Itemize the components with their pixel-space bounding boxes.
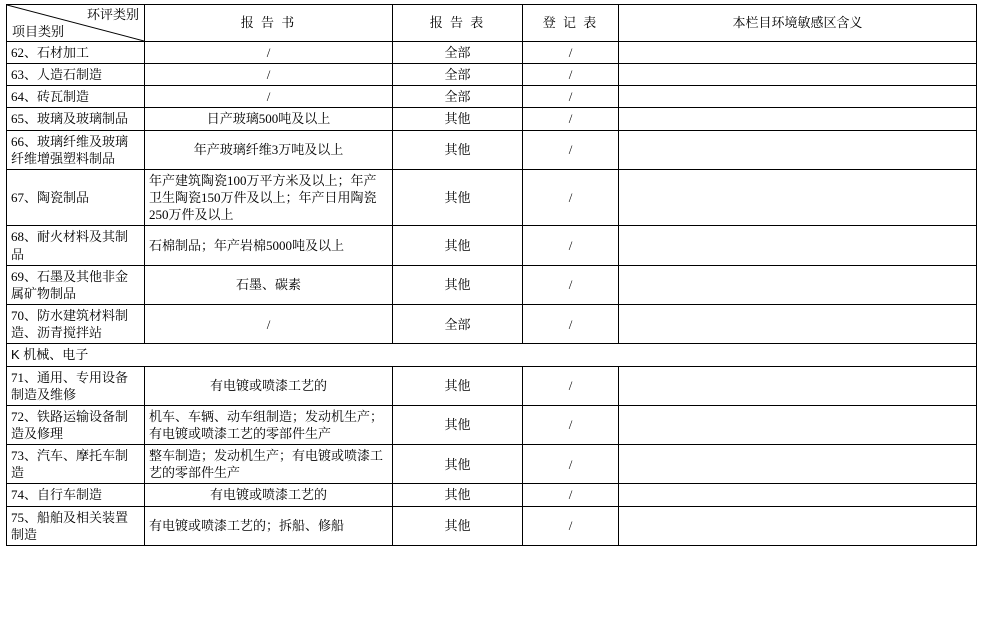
cell-report-form: 其他 (393, 108, 523, 130)
cell-project-category: 64、砖瓦制造 (7, 86, 145, 108)
cell-project-category: 68、耐火材料及其制品 (7, 226, 145, 265)
cell-report-book: 石墨、碳素 (145, 265, 393, 304)
header-cell-registration-form: 登 记 表 (523, 5, 619, 42)
cell-sensitive-meaning (619, 445, 977, 484)
header-cell-category (7, 5, 145, 42)
cell-report-form: 其他 (393, 484, 523, 506)
cell-registration-form: / (523, 169, 619, 225)
table-row (7, 484, 977, 506)
cell-report-form: 其他 (393, 366, 523, 405)
cell-registration-form: / (523, 130, 619, 169)
table-row (7, 405, 977, 444)
cell-registration-form: / (523, 108, 619, 130)
cell-registration-form: / (523, 226, 619, 265)
header-cell-report-book: 报 告 书 (145, 5, 393, 42)
cell-project-category: 71、通用、专用设备制造及维修 (7, 366, 145, 405)
cell-sensitive-meaning (619, 226, 977, 265)
cell-sensitive-meaning (619, 42, 977, 64)
cell-registration-form: / (523, 86, 619, 108)
cell-report-form: 全部 (393, 305, 523, 344)
cell-report-form: 其他 (393, 506, 523, 545)
cell-sensitive-meaning (619, 64, 977, 86)
cell-registration-form: / (523, 42, 619, 64)
cell-project-category: 63、人造石制造 (7, 64, 145, 86)
environmental-assessment-table (6, 4, 977, 546)
cell-sensitive-meaning (619, 366, 977, 405)
cell-report-book: 石棉制品；年产岩棉5000吨及以上 (145, 226, 393, 265)
cell-report-book: / (145, 305, 393, 344)
cell-project-category: 73、汽车、摩托车制造 (7, 445, 145, 484)
cell-project-category: 62、石材加工 (7, 42, 145, 64)
cell-report-book: / (145, 42, 393, 64)
table-body (7, 42, 977, 546)
cell-project-category: 72、铁路运输设备制造及修理 (7, 405, 145, 444)
table-row (7, 64, 977, 86)
cell-project-category: 66、玻璃纤维及玻璃纤维增强塑料制品 (7, 130, 145, 169)
cell-report-form: 全部 (393, 42, 523, 64)
cell-report-form: 其他 (393, 226, 523, 265)
cell-report-form: 其他 (393, 130, 523, 169)
table-row (7, 108, 977, 130)
cell-project-category: 65、玻璃及玻璃制品 (7, 108, 145, 130)
header-label-assessment-type: 环评类别 (86, 7, 139, 22)
cell-report-book: 有电镀或喷漆工艺的 (145, 484, 393, 506)
cell-report-book: / (145, 64, 393, 86)
cell-registration-form: / (523, 445, 619, 484)
cell-project-category: 74、自行车制造 (7, 484, 145, 506)
cell-registration-form: / (523, 64, 619, 86)
header-cell-report-form: 报 告 表 (393, 5, 523, 42)
cell-report-book: 有电镀或喷漆工艺的；拆船、修船 (145, 506, 393, 545)
table-row (7, 445, 977, 484)
table-row (7, 366, 977, 405)
cell-sensitive-meaning (619, 130, 977, 169)
cell-registration-form: / (523, 305, 619, 344)
cell-registration-form: / (523, 506, 619, 545)
cell-report-form: 其他 (393, 169, 523, 225)
cell-sensitive-meaning (619, 86, 977, 108)
section-label: K 机械、电子 (7, 344, 977, 366)
cell-sensitive-meaning (619, 305, 977, 344)
cell-report-form: 其他 (393, 405, 523, 444)
table-row (7, 265, 977, 304)
cell-sensitive-meaning (619, 265, 977, 304)
header-cell-sensitive-meaning: 本栏目环境敏感区含义 (619, 5, 977, 42)
table-row (7, 86, 977, 108)
table-row (7, 226, 977, 265)
table-header-row (7, 5, 977, 42)
cell-report-book: 年产建筑陶瓷100万平方米及以上；年产卫生陶瓷150万件及以上；年产日用陶瓷250万件及以上 (145, 169, 393, 225)
table-row (7, 506, 977, 545)
table-header (7, 5, 977, 42)
cell-registration-form: / (523, 405, 619, 444)
header-label-project-type: 项目类别 (12, 23, 65, 39)
cell-registration-form: / (523, 366, 619, 405)
cell-sensitive-meaning (619, 108, 977, 130)
table-row (7, 305, 977, 344)
cell-report-book: 有电镀或喷漆工艺的 (145, 366, 393, 405)
table-row (7, 169, 977, 225)
table-row (7, 130, 977, 169)
cell-project-category: 69、石墨及其他非金属矿物制品 (7, 265, 145, 304)
cell-project-category: 70、防水建筑材料制造、沥青搅拌站 (7, 305, 145, 344)
cell-report-book: / (145, 86, 393, 108)
cell-registration-form: / (523, 265, 619, 304)
cell-report-form: 全部 (393, 64, 523, 86)
cell-report-book: 机车、车辆、动车组制造；发动机生产；有电镀或喷漆工艺的零部件生产 (145, 405, 393, 444)
cell-sensitive-meaning (619, 169, 977, 225)
table-section-row (7, 344, 977, 366)
cell-project-category: 75、船舶及相关装置制造 (7, 506, 145, 545)
cell-sensitive-meaning (619, 405, 977, 444)
cell-report-form: 全部 (393, 86, 523, 108)
table-row (7, 42, 977, 64)
cell-project-category: 67、陶瓷制品 (7, 169, 145, 225)
cell-sensitive-meaning (619, 506, 977, 545)
cell-report-book: 日产玻璃500吨及以上 (145, 108, 393, 130)
cell-report-form: 其他 (393, 445, 523, 484)
cell-registration-form: / (523, 484, 619, 506)
cell-report-form: 其他 (393, 265, 523, 304)
cell-sensitive-meaning (619, 484, 977, 506)
cell-report-book: 年产玻璃纤维3万吨及以上 (145, 130, 393, 169)
cell-report-book: 整车制造；发动机生产；有电镀或喷漆工艺的零部件生产 (145, 445, 393, 484)
